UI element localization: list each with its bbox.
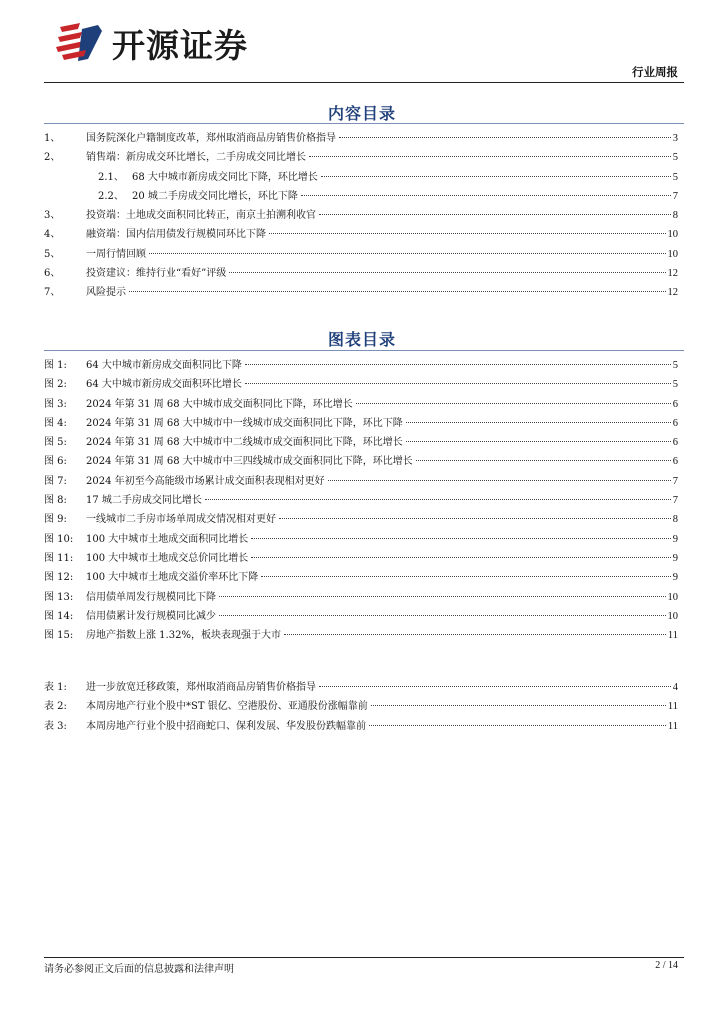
contents-entry-page-number[interactable]: 10 (667, 229, 678, 241)
contents-entry-number: 2、 (44, 152, 61, 164)
contents-entry-title[interactable]: 融资端：国内信用债发行规模同环比下降 (86, 229, 266, 241)
contents-entry[interactable] (44, 245, 678, 264)
figure-entry[interactable] (44, 433, 678, 452)
figure-entry[interactable] (44, 472, 678, 491)
table-entry-number: 表 2: (44, 701, 67, 713)
figure-entry-number: 图 6: (44, 456, 67, 468)
figure-entry-number: 图 12: (44, 572, 74, 584)
dot-leader (219, 596, 666, 597)
dot-leader (269, 233, 666, 234)
figure-entry-page-number[interactable]: 6 (672, 437, 678, 449)
contents-entry-page-number[interactable]: 8 (672, 210, 678, 222)
figure-entry-number: 图 9: (44, 514, 67, 526)
contents-entry[interactable] (44, 206, 678, 225)
dot-leader (369, 725, 666, 726)
figure-entry-title[interactable]: 64 大中城市新房成交面积同比下降 (86, 360, 242, 371)
company-logo (52, 18, 248, 68)
contents-entry-page-number[interactable]: 5 (672, 171, 678, 183)
footer-disclaimer: 请务必参阅正文后面的信息披露和法律声明 (44, 964, 234, 975)
figure-entry[interactable] (44, 452, 678, 471)
dot-leader (319, 214, 671, 215)
figure-entry-number: 图 3: (44, 398, 67, 410)
table-entry-page-number[interactable]: 11 (667, 720, 678, 732)
dot-leader (309, 156, 671, 157)
figure-entry-page-number[interactable]: 5 (672, 379, 678, 391)
contents-entry-page-number[interactable]: 10 (667, 248, 678, 260)
table-entry-number: 表 1: (44, 682, 67, 693)
figure-entry-title[interactable]: 一线城市二手房市场单周成交情况相对更好 (86, 514, 276, 526)
figure-entry[interactable] (44, 626, 678, 645)
figure-entry-page-number[interactable]: 9 (672, 572, 678, 584)
dot-leader (129, 291, 666, 292)
contents-entry-title[interactable]: 风险提示 (86, 287, 126, 299)
contents-entry[interactable] (44, 129, 678, 148)
contents-entry-number: 6、 (44, 268, 61, 280)
contents-entry-page-number[interactable]: 12 (667, 268, 678, 280)
figure-entry-title[interactable]: 100 大中城市土地成交溢价率环比下降 (86, 572, 259, 584)
figure-entry-number: 图 10: (44, 533, 74, 545)
figures-title-rule (44, 350, 684, 351)
figure-entry-title[interactable]: 房地产指数上涨 1.32%，板块表现强于大市 (86, 630, 281, 642)
contents-entry-page-number[interactable]: 12 (667, 287, 678, 299)
contents-entry-title[interactable]: 销售端：新房成交环比增长，二手房成交同比增长 (86, 152, 306, 164)
figure-entry-title[interactable]: 信用债单周发行规模同比下降 (86, 591, 216, 603)
dot-leader (371, 705, 666, 706)
figure-entry-page-number[interactable]: 9 (672, 552, 678, 564)
figure-entry-title[interactable]: 100 大中城市土地成交总价同比增长 (86, 552, 249, 564)
contents-entry-number: 4、 (44, 229, 61, 241)
figures-list (44, 356, 678, 645)
figure-entry-page-number[interactable]: 7 (672, 495, 678, 507)
dot-leader (251, 557, 670, 558)
figure-entry-title[interactable]: 2024 年第 31 周 68 大中城市成交面积同比下降，环比增长 (86, 398, 353, 410)
contents-entry[interactable] (44, 168, 678, 187)
contents-entry-title[interactable]: 20 城二手房成交同比增长，环比下降 (132, 190, 298, 202)
contents-entry-title[interactable]: 投资端：土地成交面积同比转正，南京土拍溯利收官 (86, 210, 316, 222)
dot-leader (284, 634, 666, 635)
dot-leader (301, 195, 671, 196)
figure-entry-number: 图 7: (44, 475, 67, 487)
contents-entry-title[interactable]: 一周行情回顾 (86, 248, 146, 260)
dot-leader (149, 253, 666, 254)
contents-entry-number: 5、 (44, 248, 61, 260)
dot-leader (245, 383, 671, 384)
dot-leader (356, 403, 671, 404)
dot-leader (339, 137, 671, 138)
figure-entry-title[interactable]: 2024 年初至今高能级市场累计成交面积表现相对更好 (86, 475, 325, 487)
dot-leader (416, 460, 671, 461)
contents-entry-number: 7、 (44, 287, 61, 299)
table-entry[interactable] (44, 678, 678, 697)
company-logo-icon (52, 19, 106, 67)
contents-entry-page-number[interactable]: 5 (672, 152, 678, 164)
figure-entry-title[interactable]: 2024 年第 31 周 68 大中城市中二线城市成交面积同比下降，环比增长 (86, 437, 403, 449)
dot-leader (279, 518, 671, 519)
table-entry-number: 表 3: (44, 720, 67, 732)
dot-leader (229, 272, 665, 273)
table-entry[interactable] (44, 697, 678, 716)
figure-entry-title[interactable]: 100 大中城市土地成交面积同比增长 (86, 533, 249, 545)
dot-leader (321, 176, 671, 177)
contents-entry-title[interactable]: 68 大中城市新房成交同比下降，环比增长 (132, 171, 318, 183)
dot-leader (219, 615, 666, 616)
figure-entry-number: 图 14: (44, 610, 74, 622)
table-entry-title[interactable]: 进一步放宽迁移政策，郑州取消商品房销售价格指导 (86, 682, 316, 693)
figure-entry-number: 图 2: (44, 379, 67, 391)
figure-entry[interactable] (44, 414, 678, 433)
figure-entry[interactable] (44, 530, 678, 549)
dot-leader (245, 364, 671, 365)
figure-entry-page-number[interactable]: 10 (667, 591, 678, 603)
page-indicator: 2 / 14 (655, 960, 678, 971)
figure-entry-number: 图 8: (44, 495, 67, 507)
figure-entry-number: 图 4: (44, 417, 67, 429)
dot-leader (205, 499, 671, 500)
figure-entry[interactable] (44, 607, 678, 626)
figure-entry-page-number[interactable]: 9 (672, 533, 678, 545)
contents-entry-number: 2.1、 (98, 171, 124, 183)
figure-entry[interactable] (44, 491, 678, 510)
figure-entry-page-number[interactable]: 6 (672, 456, 678, 468)
figure-entry[interactable] (44, 588, 678, 607)
contents-entry-number: 2.2、 (98, 190, 124, 202)
dot-leader (406, 441, 671, 442)
dot-leader (319, 686, 671, 687)
table-entry-page-number[interactable]: 4 (672, 682, 678, 693)
contents-entry[interactable] (44, 148, 678, 167)
figure-entry-title[interactable]: 64 大中城市新房成交面积环比增长 (86, 379, 242, 391)
figure-entry[interactable] (44, 375, 678, 394)
figure-entry-number: 图 11: (44, 552, 74, 564)
figure-entry-page-number[interactable]: 6 (672, 417, 678, 429)
figure-entry-page-number[interactable]: 7 (672, 475, 678, 487)
document-type-label: 行业周报 (632, 65, 678, 79)
dot-leader (261, 576, 670, 577)
dot-leader (251, 538, 670, 539)
tables-list (44, 678, 678, 736)
contents-entry[interactable] (44, 264, 678, 283)
contents-entry-title[interactable]: 国务院深化户籍制度改革，郑州取消商品房销售价格指导 (86, 133, 336, 144)
contents-entry[interactable] (44, 283, 678, 302)
figure-entry-page-number[interactable]: 8 (672, 514, 678, 526)
figure-entry-title[interactable]: 17 城二手房成交同比增长 (86, 495, 202, 507)
table-entry[interactable] (44, 717, 678, 736)
contents-list (44, 129, 678, 303)
figure-entry-page-number[interactable]: 6 (672, 398, 678, 410)
contents-entry-page-number[interactable]: 3 (672, 133, 678, 144)
figure-entry-page-number[interactable]: 10 (667, 610, 678, 622)
figure-entry-number: 图 5: (44, 437, 67, 449)
table-entry-title[interactable]: 本周房地产行业个股中招商蛇口、保利发展、华发股份跌幅靠前 (86, 720, 366, 732)
figure-entry[interactable] (44, 395, 678, 414)
dot-leader (328, 480, 671, 481)
figure-entry-title[interactable]: 2024 年第 31 周 68 大中城市中三四线城市成交面积同比下降，环比增长 (86, 456, 413, 468)
figure-entry[interactable] (44, 568, 678, 587)
header-divider (44, 82, 684, 83)
contents-entry[interactable] (44, 187, 678, 206)
figure-entry-title[interactable]: 信用债累计发行规模同比减少 (86, 610, 216, 622)
figure-entry[interactable] (44, 356, 678, 375)
figures-title: 图表目录 (327, 330, 396, 349)
dot-leader (406, 422, 671, 423)
contents-entry-number: 3、 (44, 210, 61, 222)
figure-entry-number: 图 1: (44, 360, 67, 371)
figure-entry-page-number[interactable]: 11 (667, 630, 678, 642)
contents-entry-number: 1、 (44, 133, 61, 144)
table-entry-title[interactable]: 本周房地产行业个股中*ST 银亿、空港股份、亚通股份涨幅靠前 (86, 701, 368, 713)
contents-entry[interactable] (44, 225, 678, 244)
figure-entry[interactable] (44, 510, 678, 529)
footer-divider (44, 957, 684, 958)
figure-entry-number: 图 13: (44, 591, 74, 603)
figure-entry-number: 图 15: (44, 630, 74, 642)
table-entry-page-number[interactable]: 11 (667, 701, 678, 713)
contents-title: 内容目录 (327, 104, 396, 123)
contents-title-rule (44, 123, 684, 124)
company-name: 开源证券 (112, 25, 248, 65)
contents-entry-title[interactable]: 投资建议：维持行业“看好”评级 (86, 268, 227, 280)
figure-entry-title[interactable]: 2024 年第 31 周 68 大中城市中一线城市成交面积同比下降，环比下降 (86, 417, 403, 429)
contents-entry-page-number[interactable]: 7 (672, 190, 678, 202)
figure-entry[interactable] (44, 549, 678, 568)
figure-entry-page-number[interactable]: 5 (672, 360, 678, 371)
